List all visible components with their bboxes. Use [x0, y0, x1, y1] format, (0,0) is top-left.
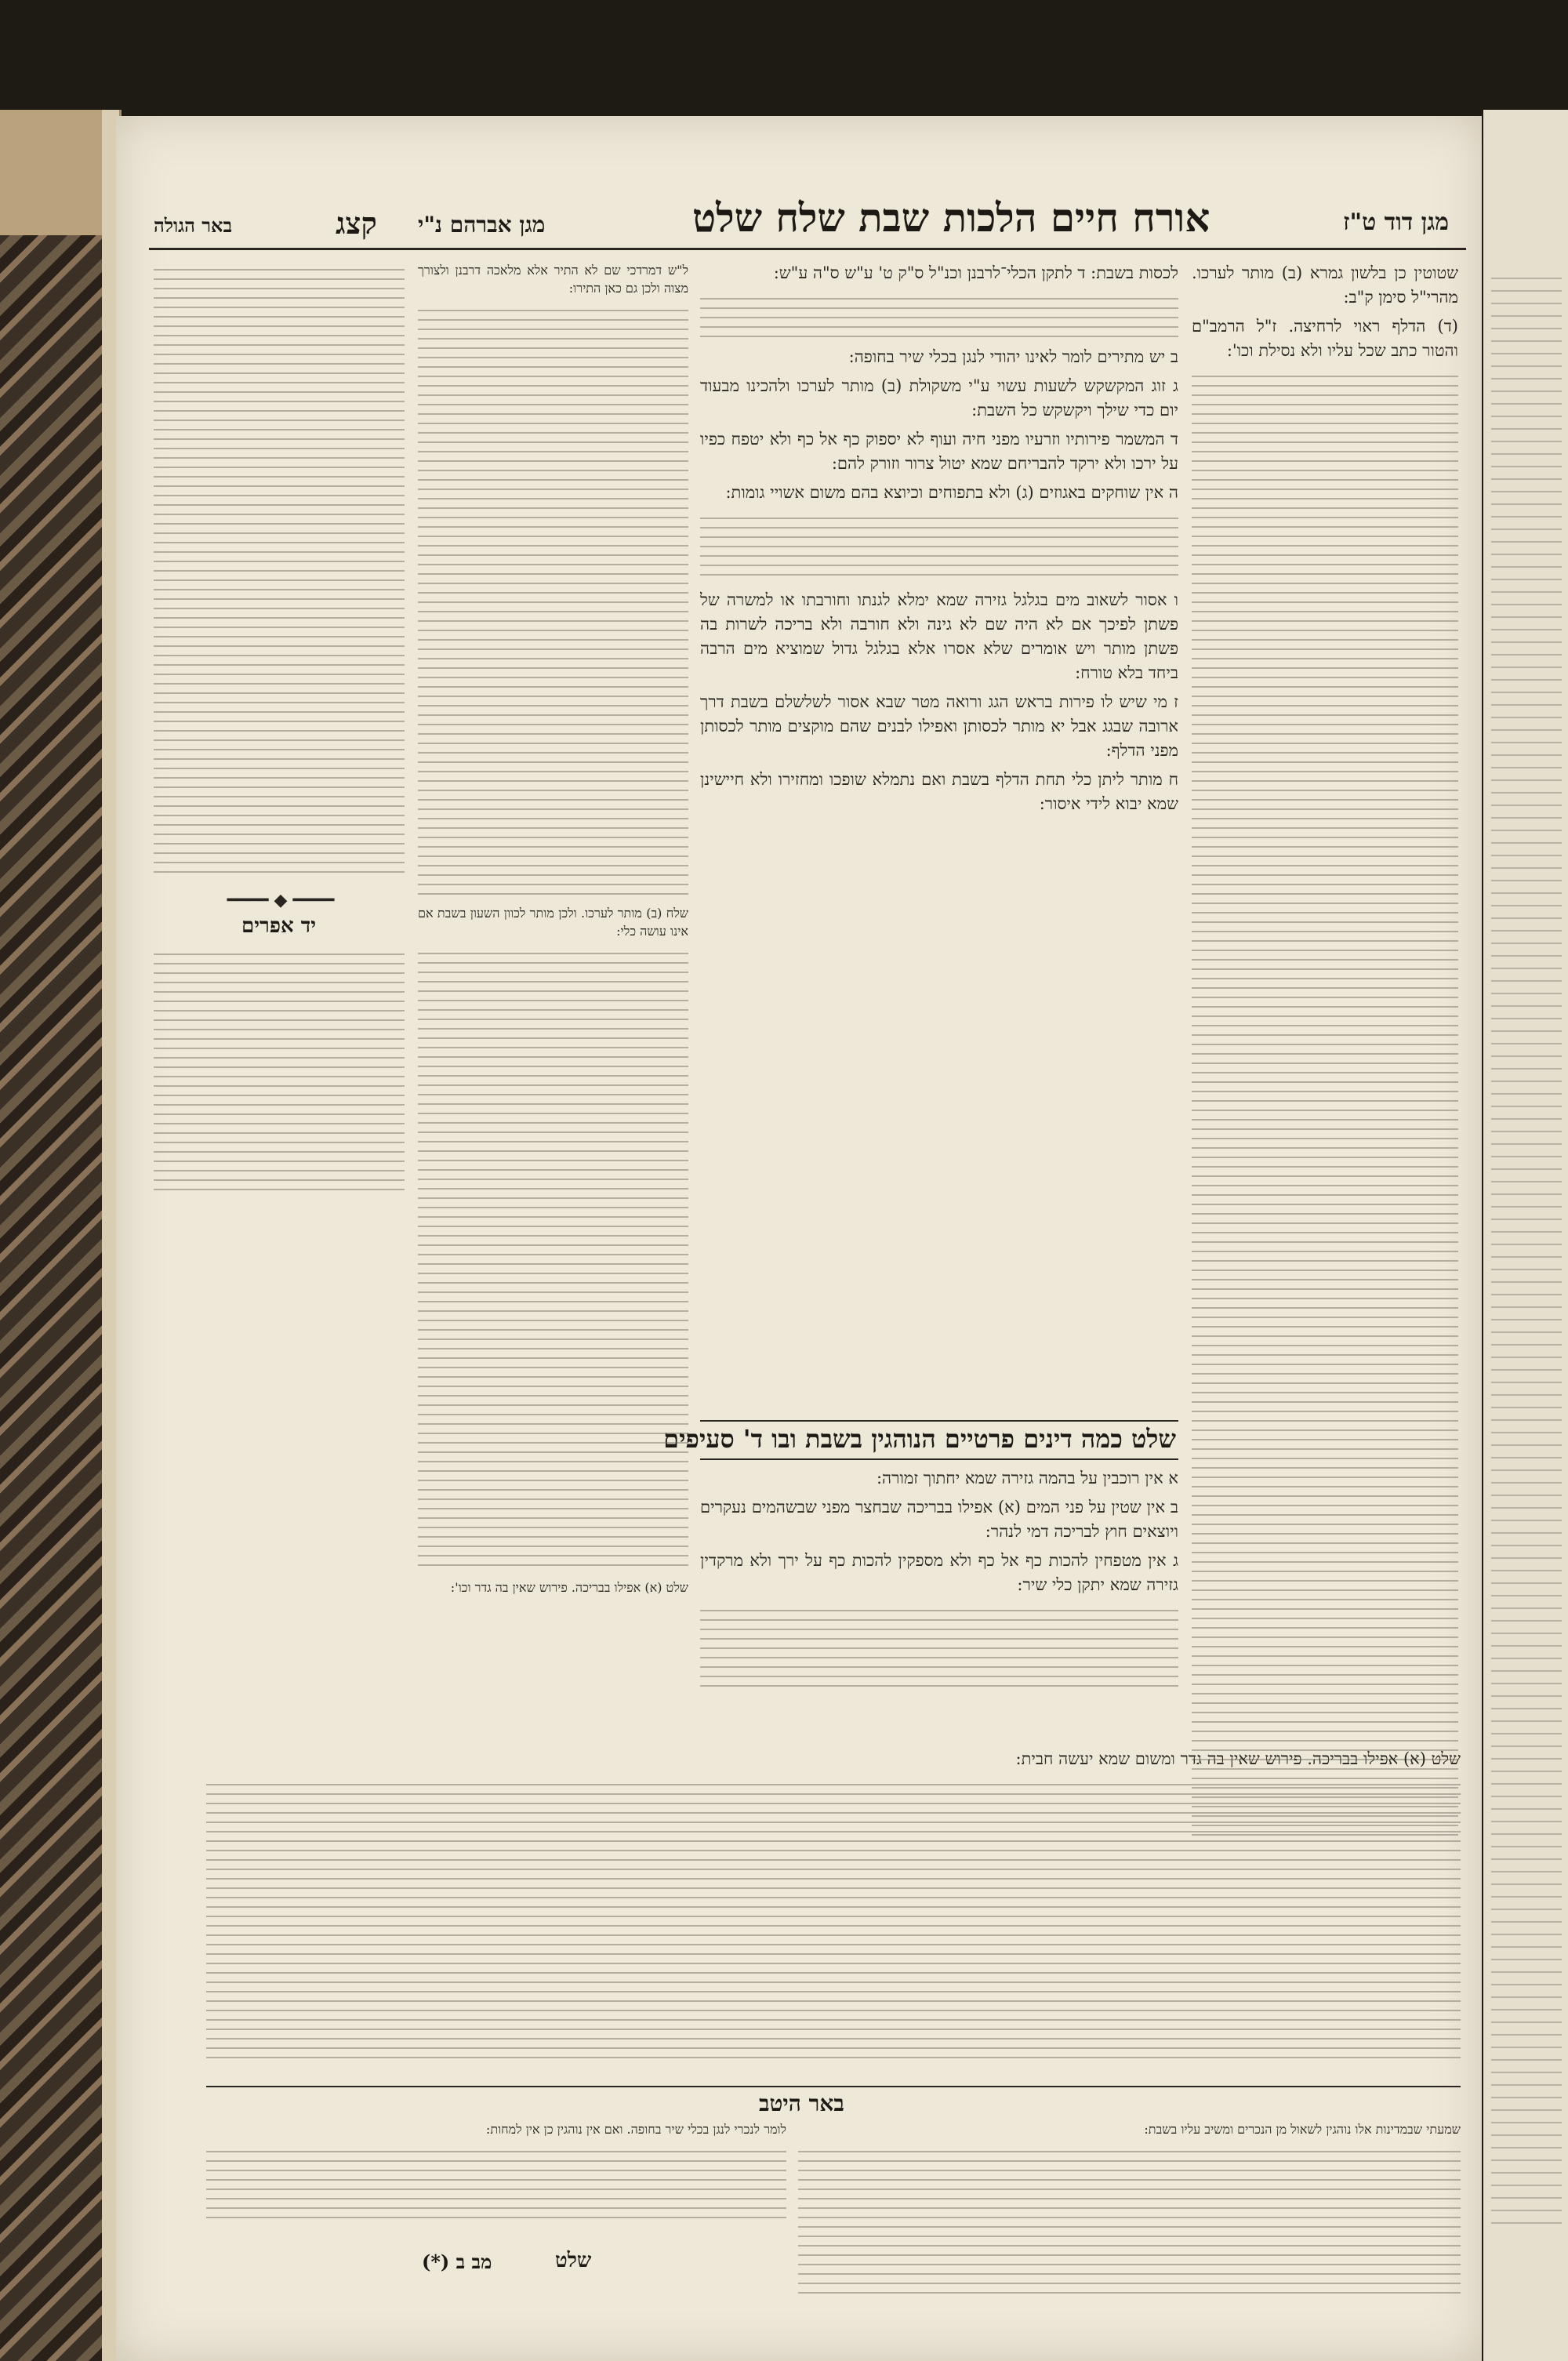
- facing-page-text: [1491, 267, 1562, 2227]
- section-rule: [700, 1420, 1178, 1422]
- footer-rule: [206, 2086, 1461, 2087]
- header-magen-avraham: מגן אברהם נ"י: [418, 212, 546, 238]
- ornamental-divider: ━━━━ ◆ ━━━━: [227, 891, 335, 910]
- footnote: לומר לנכרי לנגן בכלי שיר בחופה. ואם אין נוהגין כן אין למחות:: [485, 2122, 786, 2137]
- book-page: [116, 116, 1482, 2361]
- law-paragraph: ד המשמר פירותיו וזרעיו מפני חיה ועוף לא יספוק כף אל כף ולא יטפח כפיו על ירכו ולא ירקד להבריחם שמא יטול צרור וזורק להם:: [700, 430, 1178, 473]
- hagah-gloss-block: [700, 290, 1178, 337]
- facing-page-edge: [1483, 110, 1568, 2361]
- magen-david-paragraph: שטוטין כן בלשון גמרא (ב) מותר לערכו. מהרי"ל סימן ק"ב:: [1192, 263, 1458, 307]
- magen-avraham-paragraph: שלט (א) אפילו בבריכה. פירוש שאין בה גדר וכו':: [450, 1580, 688, 1595]
- hagah-gloss-block: [700, 1602, 1178, 1688]
- law-paragraph: ח מותר ליתן כלי תחת הדלף בשבת ואם נתמלא שופכו ומחזירו ולא חיישינן שמא יבוא לידי איסור:: [700, 770, 1178, 813]
- footer-column-right: [798, 2120, 1461, 2316]
- law-paragraph: ג זוג המקשקש לשעות עשוי ע"י משקולת (ב) מותר לערכו ולהכינו מבעוד יום כדי שילך ויקשקש כל השבת:: [700, 376, 1178, 420]
- magen-avraham-paragraph: ל"ש דמרדכי שם לא התיר אלא מלאכה דרבנן ולצורך מצוה ולכן גם כאן התירו:: [418, 263, 688, 296]
- law-paragraph: ו אסור לשאוב מים בגלגל גזירה שמא ימלא לגנתו וחורבתו או למשרה של פשתן לפיכך אם לא היה שם לא גינה ולא חורבה ולא בריכה לשרות בה פשתן מותר ויש אומרים שלא אסרו אלא בגלגל גדול שמוציא מים הרבה ביחד בלא טורח:: [700, 590, 1178, 682]
- footnote-text: [206, 2143, 786, 2221]
- magen-david-column: [1192, 261, 1458, 1876]
- footer-column-left: [206, 2120, 786, 2238]
- lower-commentary-block: [206, 1747, 1461, 2076]
- law-paragraph: ז מי שיש לו פירות בראש הגג ורואה מטר שבא אסור לשלשלם בשבת דרך ארובה שבגג אבל יא מותר לכסותן ואפילו לבנים שהם מוקצים מותר לכסותן מפני הדלף:: [700, 692, 1178, 760]
- main-text-column: [700, 261, 1178, 1418]
- magen-david-text-block: [1192, 368, 1458, 1842]
- printer-signature: (*) מב ב: [422, 2250, 492, 2273]
- lower-commentary-text: [206, 1776, 1461, 2058]
- beer-hagolah-column: [154, 261, 405, 881]
- header-rule: [149, 248, 1466, 250]
- magen-avraham-text-block: [418, 945, 688, 1572]
- section-rule: [700, 1458, 1178, 1460]
- law-paragraph: ב אין שטין על פני המים (א) אפילו בבריכה שבחצר מפני שבשהמים נעקרים ויוצאים חוץ לבריכה דמי לנהר:: [700, 1498, 1178, 1541]
- footnote: שמעתי שבמדינות אלו נוהגין לשאול מן הנכרים ומשיב עליו בשבת:: [1144, 2122, 1461, 2137]
- header-magen-david: מגן דוד ט"ז: [1343, 209, 1449, 236]
- magen-david-paragraph: (ד) הדלף ראוי לרחיצה. ז"ל הרמב"ם והטור כתב שכל עליו ולא נסילת וכו':: [1192, 317, 1458, 360]
- book-cover-corner: [0, 110, 118, 235]
- yad-efraim-title: יד אפרים: [241, 914, 317, 938]
- law-paragraph: א אין רוכבין על בהמה גזירה שמא יחתוך זמורה:: [876, 1469, 1178, 1487]
- book-cover-marbled: [0, 110, 110, 2361]
- law-paragraph: ה אין שוחקים באגוזים (ג) ולא בתפוחים וכיוצא בהם משום אשויי גומות:: [725, 483, 1178, 502]
- law-paragraph: ג אין מטפחין להכות כף אל כף ולא מספקין להכות כף על ירך ולא מרקדין גזירה שמא יתקן כלי שיר:: [700, 1551, 1178, 1594]
- magen-avraham-paragraph: שלח (ב) מותר לערכו. ולכן מותר לכוון השעון בשבת אם אינו עושה כלי:: [418, 906, 688, 939]
- beer-heitev-title: באר היטב: [759, 2090, 844, 2116]
- law-paragraph: ב יש מתירים לומר לאינו יהודי לנגן בכלי שיר בחופה:: [848, 347, 1178, 366]
- footer-section-label: שלט: [555, 2249, 592, 2272]
- page-number: קצג: [336, 205, 377, 241]
- yad-efraim-column: [154, 946, 405, 1204]
- main-intro: לכסות בשבת: ד לתקן הכלי־לרבנן וכנ"ל ס"ק ט' ע"ש ס"ה ע"ש:: [773, 263, 1178, 282]
- magen-avraham-text-block: [418, 302, 688, 898]
- header-title: אורח חיים הלכות שבת שלח שלט: [692, 194, 1210, 241]
- magen-avraham-column: [418, 261, 688, 1727]
- beer-hagolah-text-block: [154, 261, 405, 873]
- header-beer-hagolah: באר הגולה: [154, 214, 233, 237]
- lower-commentary-paragraph: שלט (א) אפילו בבריכה. פירוש שאין בה גדר ומשום שמא יעשה חבית:: [1015, 1749, 1461, 1768]
- section-339-title: שלט כמה דינים פרטיים הנוהגין בשבת ובו ד' סעיפים: [663, 1424, 1176, 1454]
- yad-efraim-text-block: [154, 946, 405, 1197]
- footnote-text: [798, 2143, 1461, 2300]
- hagah-gloss-block: [700, 510, 1178, 580]
